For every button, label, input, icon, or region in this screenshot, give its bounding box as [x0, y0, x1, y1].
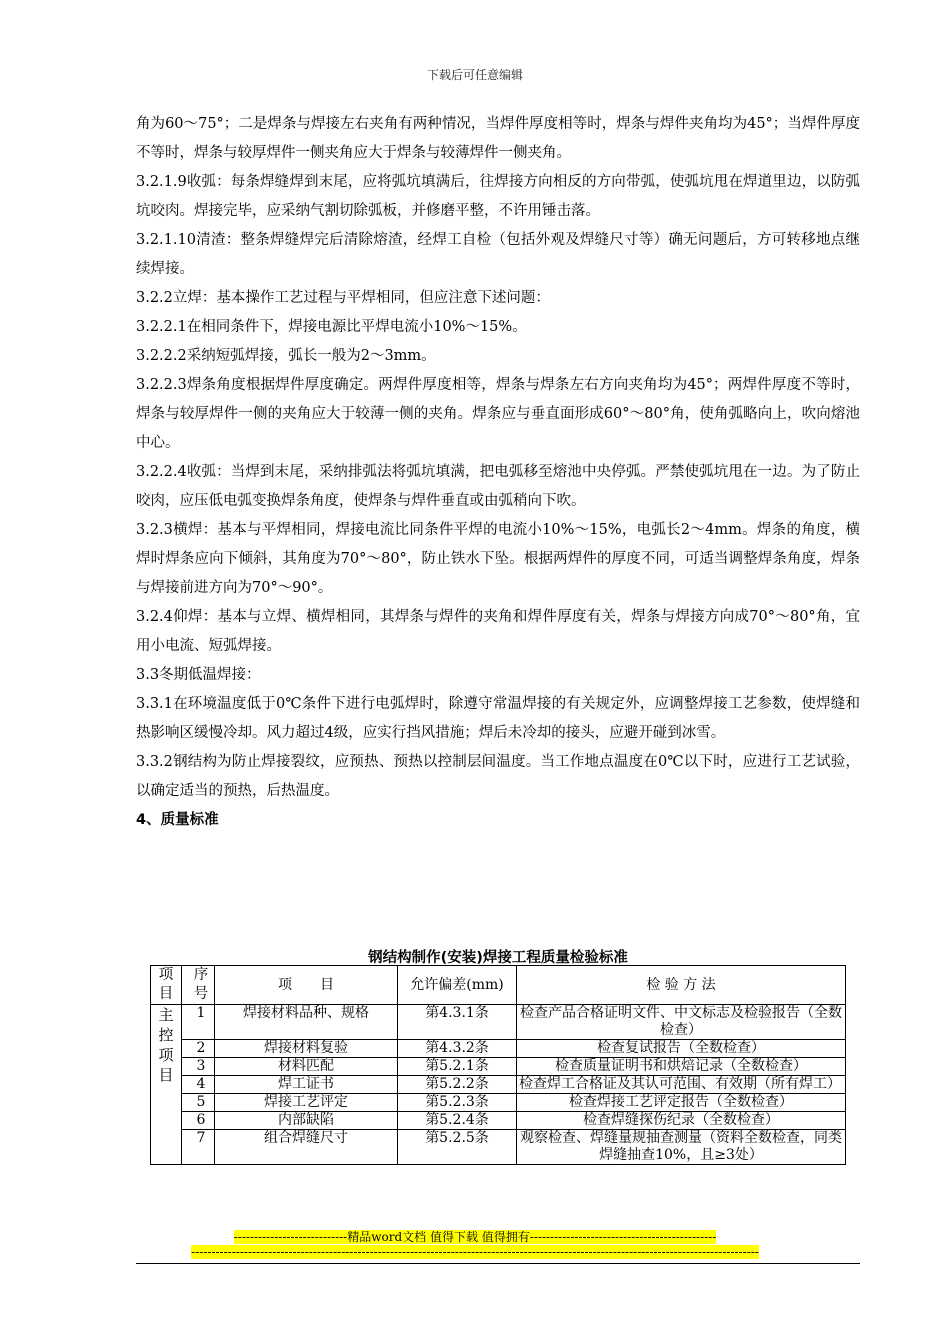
promo-dashes: --------------------------------------------------------------------------------------------------------------------------------------------: [191, 1245, 759, 1259]
table-row: [151, 1076, 846, 1094]
header-category: 项目: [151, 966, 182, 1005]
quality-standard-table: [150, 965, 846, 1165]
row-tolerance: 第5.2.5条: [398, 1130, 517, 1165]
paragraph: 3.2.1.10清渣：整条焊缝焊完后清除熔渣，经焊工自检（包括外观及焊缝尺寸等）确无问题后，方可转移地点继续焊接。: [136, 232, 860, 277]
paragraph: 3.2.3横焊：基本与平焊相同，焊接电流比同条件平焊的电流小10%～15%，电弧长2～4mm。焊条的角度，横焊时焊条应向下倾斜，其角度为70°～80°，防止铁水下坠。根据两焊件的厚度不同，可适当调整焊条角度，焊条与焊接前进方向为70°～90°。: [136, 522, 860, 596]
row-method: 检查产品合格证明文件、中文标志及检验报告（全数检查）: [517, 1005, 846, 1040]
row-tolerance: 第5.2.1条: [398, 1058, 517, 1076]
row-item: 焊工证书: [215, 1076, 398, 1094]
row-number: 4: [182, 1076, 215, 1094]
row-tolerance: 第4.3.2条: [398, 1040, 517, 1058]
promo-banner-line: [0, 1245, 950, 1259]
promo-banner-line: [0, 1230, 950, 1244]
row-method: 检查焊接工艺评定报告（全数检查）: [517, 1094, 846, 1112]
row-method: 检查焊工合格证及其认可范围、有效期（所有焊工）: [517, 1076, 846, 1094]
document-body: [136, 110, 860, 835]
row-tolerance: 第5.2.3条: [398, 1094, 517, 1112]
section-heading: 4、质量标准: [136, 812, 219, 828]
paragraph: 3.2.2.4收弧：当焊到末尾，采纳排弧法将弧坑填满，把电弧移至熔池中央停弧。严禁使弧坑甩在一边。为了防止咬肉，应压低电弧变换焊条角度，使焊条与焊件垂直或由弧稍向下吹。: [136, 464, 860, 509]
row-number: 7: [182, 1130, 215, 1165]
row-tolerance: 第4.3.1条: [398, 1005, 517, 1040]
paragraph: 3.3冬期低温焊接：: [136, 667, 261, 683]
paragraph: 3.2.1.9收弧：每条焊缝焊到末尾，应将弧坑填满后，往焊接方向相反的方向带弧，使弧坑甩在焊道里边，以防弧坑咬肉。焊接完毕，应采纳气割切除弧板，并修磨平整，不许用锤击落。: [136, 174, 860, 219]
table-title: 钢结构制作(安装)焊接工程质量检验标准: [368, 950, 628, 966]
footer-divider: [136, 1263, 860, 1264]
paragraph: 3.2.2立焊：基本操作工艺过程与平焊相同，但应注意下述问题：: [136, 290, 550, 306]
table-row: [151, 1112, 846, 1130]
header-tolerance: 允许偏差(mm): [398, 966, 517, 1005]
row-item: 焊接工艺评定: [215, 1094, 398, 1112]
row-tolerance: 第5.2.2条: [398, 1076, 517, 1094]
row-item: 焊接材料品种、规格: [215, 1005, 398, 1040]
header-number: 序号: [182, 966, 215, 1005]
row-tolerance: 第5.2.4条: [398, 1112, 517, 1130]
row-item: 组合焊缝尺寸: [215, 1130, 398, 1165]
table-row: [151, 1005, 846, 1040]
row-method: 检查质量证明书和烘焙记录（全数检查）: [517, 1058, 846, 1076]
paragraph: 3.3.1在环境温度低于0℃条件下进行电弧焊时，除遵守常温焊接的有关规定外，应调整焊接工艺参数，使焊缝和热影响区缓慢冷却。风力超过4级，应实行挡风措施；焊后未冷却的接头，应避开碰到冰雪。: [136, 696, 860, 741]
table-row: [151, 1040, 846, 1058]
paragraph: 角为60～75°；二是焊条与焊接左右夹角有两种情况，当焊件厚度相等时，焊条与焊件夹角均为45°；当焊件厚度不等时，焊条与较厚焊件一侧夹角应大于焊条与较薄焊件一侧夹角。: [136, 116, 860, 161]
paragraph: 3.2.2.2采纳短弧焊接，弧长一般为2～3mm。: [136, 348, 436, 364]
row-method: 检查复试报告（全数检查）: [517, 1040, 846, 1058]
row-item: 内部缺陷: [215, 1112, 398, 1130]
table-row: [151, 1130, 846, 1165]
page-header: 下载后可任意编辑: [426, 68, 523, 82]
table-row: [151, 1058, 846, 1076]
row-method: 观察检查、焊缝量规抽查测量（资料全数检查，同类焊缝抽查10%，且≥3处）: [517, 1130, 846, 1165]
paragraph: 3.2.2.1在相同条件下，焊接电源比平焊电流小10%～15%。: [136, 319, 527, 335]
table-row: [151, 1094, 846, 1112]
row-number: 6: [182, 1112, 215, 1130]
promo-text: ----------------------------精品word文档 值得下载 值得拥有----------------------------------------------: [233, 1230, 717, 1244]
header-method: 检 验 方 法: [517, 966, 846, 1005]
header-item: 项 目: [215, 966, 398, 1005]
row-number: 2: [182, 1040, 215, 1058]
table-header-row: [151, 966, 846, 1005]
row-item: 焊接材料复验: [215, 1040, 398, 1058]
paragraph: 3.2.4仰焊：基本与立焊、横焊相同，其焊条与焊件的夹角和焊件厚度有关，焊条与焊接方向成70°～80°角，宜用小电流、短弧焊接。: [136, 609, 860, 654]
row-item: 材料匹配: [215, 1058, 398, 1076]
row-number: 5: [182, 1094, 215, 1112]
row-number: 1: [182, 1005, 215, 1040]
paragraph: 3.3.2钢结构为防止焊接裂纹，应预热、预热以控制层间温度。当工作地点温度在0℃以下时，应进行工艺试验，以确定适当的预热，后热温度。: [136, 754, 860, 799]
category-main-control: 主控项目: [151, 1005, 182, 1165]
row-number: 3: [182, 1058, 215, 1076]
paragraph: 3.2.2.3焊条角度根据焊件厚度确定。两焊件厚度相等，焊条与焊条左右方向夹角均为45°；两焊件厚度不等时，焊条与较厚焊件一侧的夹角应大于较薄一侧的夹角。焊条应与垂直面形成60°～80°角，使角弧略向上，吹向熔池中心。: [136, 377, 860, 451]
row-method: 检查焊缝探伤纪录（全数检查）: [517, 1112, 846, 1130]
